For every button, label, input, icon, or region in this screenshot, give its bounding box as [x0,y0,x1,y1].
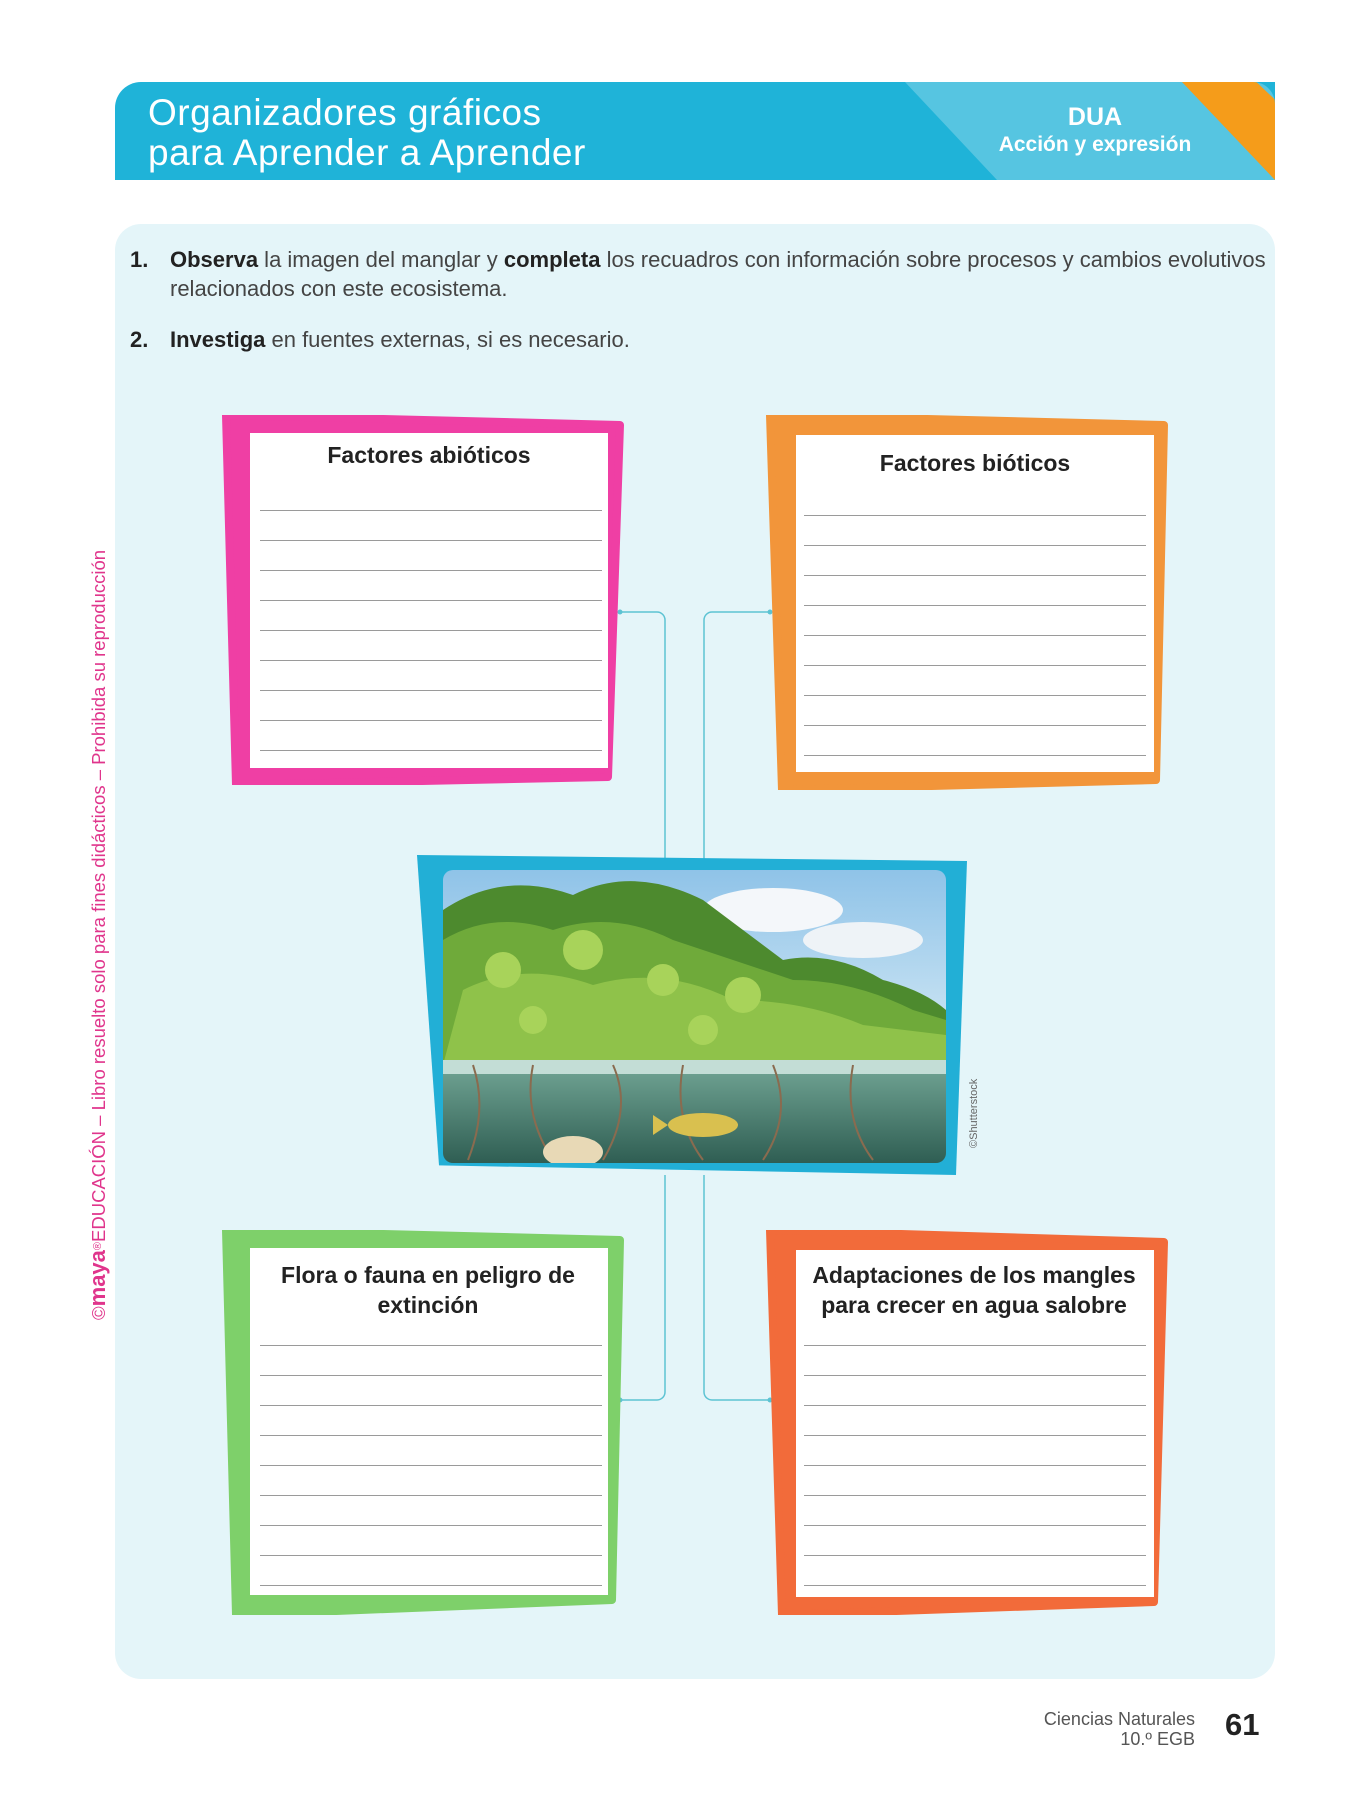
photo-credit: ©Shutterstock [968,1078,980,1148]
page-title-line2: para Aprender a Aprender [148,132,586,173]
side-copyright [83,480,113,1320]
dua-label: DUA [1067,103,1123,131]
instruction-fragment: en fuentes externas, si es necesario. [265,327,630,352]
box-extincion-title: Flora o fauna en peligro de extinción [281,1262,575,1318]
box-bioticos [764,415,1170,790]
box-extincion [220,1230,626,1615]
box-adaptaciones [764,1230,1170,1615]
instruction-verb: Observa [170,247,259,272]
box-abioticos [220,415,626,785]
dua-badge [990,102,1200,158]
page-title-line1: Organizadores gráficos [148,92,542,133]
instruction-fragment: la imagen del manglar y [258,247,504,272]
box-adaptaciones-title: Adaptaciones de los mangles para crecer en agua salobre [812,1262,1136,1318]
instruction-fragment: los recuadros con información sobre procesos y cambios evolutivos relacionados con este ecosistema. [170,247,1266,301]
instruction-verb: completa [503,247,601,272]
footer-subject [965,1709,1195,1749]
footer-subject-name: Ciencias Naturales [1043,1709,1195,1729]
instruction-verb: Investiga [170,327,266,352]
footer-grade: 10.º EGB [1120,1729,1195,1749]
registered-symbol: ® [92,1241,104,1251]
box-bioticos-lines[interactable] [804,515,1146,775]
instruction-number: 1. [130,247,149,272]
instruction-number: 2. [130,327,149,352]
mangrove-photo [443,870,946,1163]
box-abioticos-lines[interactable] [260,510,602,770]
copyright-symbol: © [88,1306,109,1320]
side-credit-text: EDUCACIÓN – Libro resuelto solo para fines didácticos – Prohibida su reproducción [88,549,109,1242]
instruction-text [170,245,1310,303]
dua-subtitle: Acción y expresión [998,133,1192,156]
mangrove-illustration [443,870,946,1163]
instruction-text [170,325,1310,354]
maya-logo: maya [85,1250,110,1307]
box-adaptaciones-lines[interactable] [804,1345,1146,1605]
box-abioticos-title: Factores abióticos [327,442,531,468]
page-title [148,93,586,173]
page-number: 61 [1225,1707,1260,1742]
box-extincion-lines[interactable] [260,1345,602,1605]
box-bioticos-title: Factores bióticos [879,450,1071,476]
